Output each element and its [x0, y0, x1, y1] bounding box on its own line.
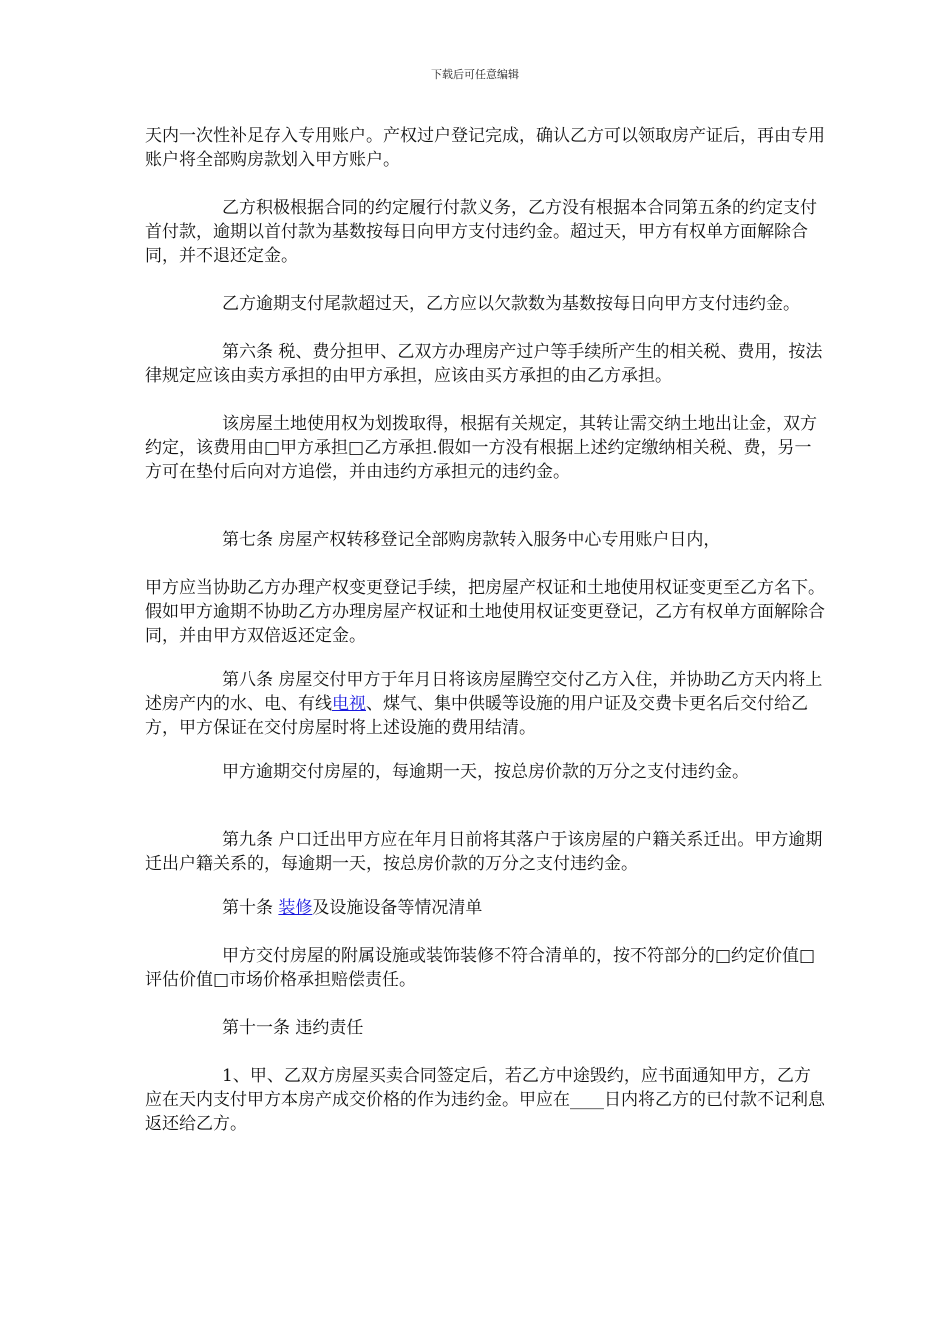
paragraph-article-6: 第六条 税、费分担甲、乙双方办理房产过户等手续所产生的相关税、费用，按法律规定应该由卖方承担的由甲方承担，应该由买方承担的由乙方承担。	[145, 342, 823, 386]
document-body	[145, 124, 825, 1136]
paragraph-facilities-compensation: 甲方交付房屋的附属设施或装饰装修不符合清单的，按不符部分的□约定价值□评估价值□市场价格承担赔偿责任。	[145, 946, 816, 990]
paragraph-payment-obligation: 乙方积极根据合同的约定履行付款义务，乙方没有根据本合同第五条的约定支付首付款，逾期以首付款为基数按每日向甲方支付违约金。超过天，甲方有权单方面解除合同，并不退还定金。	[145, 198, 817, 266]
paragraph-article-9: 第九条 户口迁出甲方应在年月日前将其落户于该房屋的户籍关系迁出。甲方逾期迁出户籍关系的，每逾期一天，按总房价款的万分之支付违约金。	[145, 830, 823, 874]
paragraph-breach-clause-1: 1、甲、乙双方房屋买卖合同签定后，若乙方中途毁约，应书面通知甲方，乙方应在天内支付甲方本房产成交价格的作为违约金。甲应在____日内将乙方的已付款不记利息返还给乙方。	[145, 1066, 825, 1134]
paragraph-article-7-cont: 甲方应当协助乙方办理产权变更登记手续，把房屋产权证和土地使用权证变更至乙方名下。假如甲方逾期不协助乙方办理房屋产权证和土地使用权证变更登记，乙方有权单方面解除合同，并由甲方双倍返还定金。	[145, 578, 825, 646]
paragraph-continuation: 天内一次性补足存入专用账户。产权过户登记完成，确认乙方可以领取房产证后，再由专用账户将全部购房款划入甲方账户。	[145, 126, 825, 170]
article-10-text-after: 及设施设备等情况清单	[312, 898, 483, 918]
article-10-text-before: 第十条	[222, 898, 279, 918]
paragraph-late-delivery: 甲方逾期交付房屋的，每逾期一天，按总房价款的万分之支付违约金。	[222, 762, 749, 782]
paragraph-article-7: 第七条 房屋产权转移登记全部购房款转入服务中心专用账户日内，	[222, 530, 721, 550]
article-8-text-before: 第八条 房屋交付甲方于年月日将该房屋腾空交付乙方入住，并协助乙方天内将上述房产内的水、电、有线	[145, 670, 823, 714]
paragraph-late-balance: 乙方逾期支付尾款超过天，乙方应以欠款数为基数按每日向甲方支付违约金。	[222, 294, 800, 314]
tv-link[interactable]: 电视	[332, 694, 366, 714]
paragraph-land-transfer-fee: 该房屋土地使用权为划拨取得，根据有关规定，其转让需交纳土地出让金，双方约定，该费用由□甲方承担□乙方承担.假如一方没有根据上述约定缴纳相关税、费，另一方可在垫付后向对方追偿，并由违约方承担元的违约金。	[145, 414, 817, 482]
paragraph-article-11: 第十一条 违约责任	[222, 1018, 364, 1038]
page-header: 下载后可任意编辑	[431, 68, 519, 81]
paragraph-article-8	[145, 668, 825, 740]
renovation-link[interactable]: 装修	[278, 898, 313, 918]
paragraph-article-10	[145, 896, 825, 920]
article-8-text-after: 、煤气、集中供暖等设施的用户证及交费卡更名后交付给乙方，甲方保证在交付房屋时将上述设施的费用结清。	[145, 694, 808, 738]
